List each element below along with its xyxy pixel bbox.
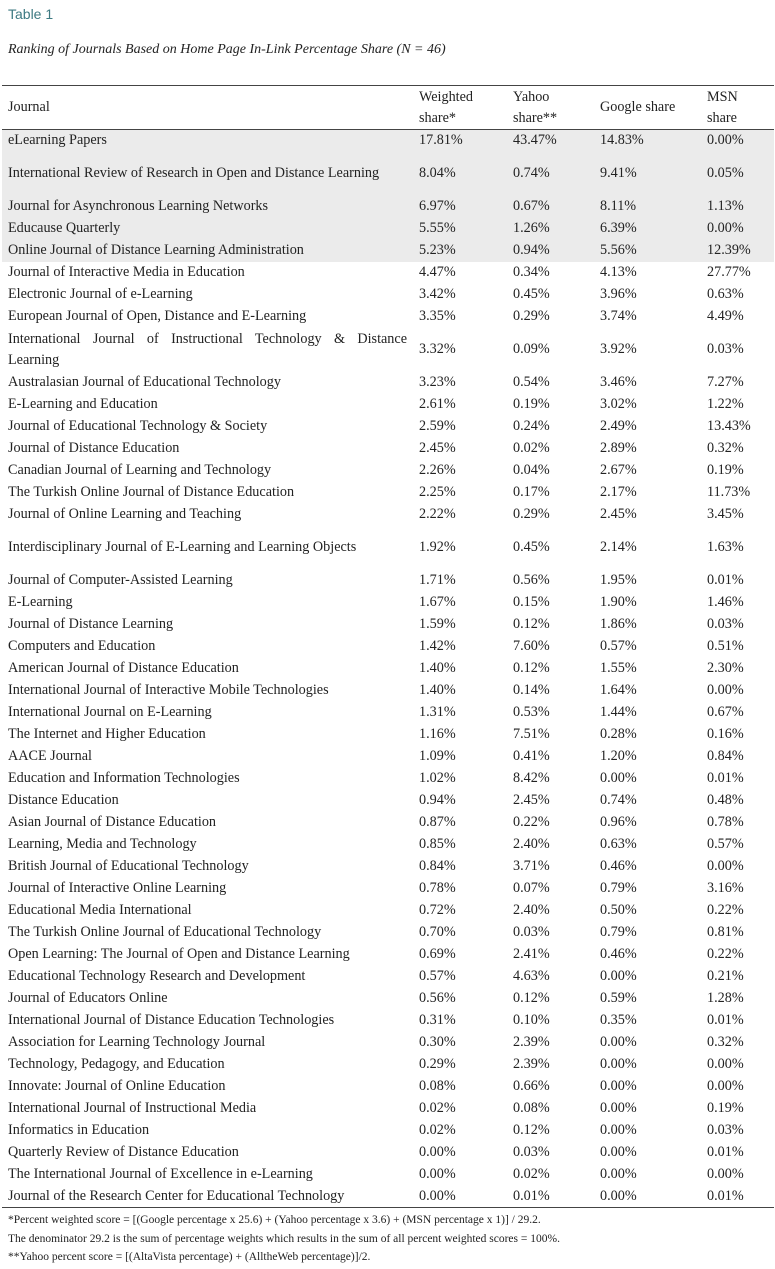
google-share-cell: 3.96% [600,286,637,302]
yahoo-share-cell: 0.67% [507,196,594,218]
google-share-cell: 0.63% [600,836,637,852]
weighted-share-cell: 0.69% [419,946,456,962]
note-yahoo: **Yahoo percent score = [(AltaVista percentage) + (AlltheWeb percentage)]/2. [8,1251,371,1263]
yahoo-share-cell: 0.10% [513,1012,550,1028]
journal-cell: Association for Learning Technology Journal [8,1034,266,1050]
weighted-share-cell: 0.78% [419,880,456,896]
yahoo-share-cell: 0.14% [513,682,550,698]
yahoo-share-cell: 0.03% [513,1144,550,1160]
msn-share-cell: 1.63% [707,539,744,555]
table-row [2,328,774,372]
msn-share-cell: 0.63% [707,286,744,302]
msn-share-cell: 11.73% [707,484,751,500]
table-row [2,702,774,724]
weighted-share-cell: 1.42% [419,638,456,654]
msn-share-cell: 0.21% [707,968,744,984]
google-share-cell: 1.55% [600,660,637,676]
journal-cell: Journal of Educational Technology & Society [8,418,268,434]
yahoo-share-cell: 2.45% [513,792,550,808]
msn-share-cell: 0.57% [707,836,744,852]
weighted-share-cell: 0.00% [413,1186,507,1208]
google-share-cell: 0.50% [600,902,637,918]
msn-share-cell: 4.49% [707,308,744,324]
google-share-cell: 0.46% [600,946,637,962]
journal-cell: Computers and Education [8,638,156,654]
msn-share-cell: 0.00% [707,1078,744,1094]
google-share-cell: 2.49% [600,418,637,434]
weighted-share-cell: 0.87% [419,814,456,830]
weighted-share-cell: 0.00% [419,1166,456,1182]
google-share-cell: 0.96% [600,814,637,830]
google-share-cell: 3.46% [600,374,637,390]
journal-cell: International Journal of Distance Education Technologies [8,1012,335,1028]
google-share-cell: 9.41% [594,152,701,196]
msn-share-cell: 0.00% [707,1166,744,1182]
table-row [2,284,774,306]
table-row [2,768,774,790]
table-body [2,130,774,1208]
journal-cell: Educational Technology Research and Development [8,968,306,984]
msn-share-cell: 0.19% [707,462,744,478]
table-row [2,944,774,966]
table-row [2,636,774,658]
msn-share-cell: 0.00% [707,858,744,874]
weighted-share-cell: 1.59% [419,616,456,632]
journal-cell: Distance Education [8,792,119,808]
table-row [2,196,774,218]
msn-share-cell: 0.22% [707,902,744,918]
google-share-cell: 0.46% [600,858,637,874]
yahoo-share-cell: 2.39% [513,1034,550,1050]
google-share-cell: 2.89% [600,440,637,456]
google-share-cell: 0.74% [600,792,637,808]
msn-share-cell: 1.22% [707,396,744,412]
table-row [2,1098,774,1120]
weighted-share-cell: 0.72% [419,902,456,918]
journal-cell: International Journal of Interactive Mobile Technologies [8,682,329,698]
msn-share-cell: 0.22% [707,946,744,962]
journal-cell: The Internet and Higher Education [8,726,206,742]
weighted-share-cell: 0.02% [419,1100,456,1116]
journal-cell: Asian Journal of Distance Education [8,814,217,830]
google-share-cell: 8.11% [594,196,701,218]
google-share-cell: 0.00% [600,770,637,786]
table-row [2,790,774,812]
weighted-share-cell: 0.84% [419,858,456,874]
msn-share-cell: 0.01% [707,572,744,588]
journal-cell: Educause Quarterly [2,218,413,240]
note-weighted: *Percent weighted score = [(Google percentage x 25.6) + (Yahoo percentage x 3.6) + (MSN percentage x 1)] / 29.2. [8,1214,541,1226]
table-label: Table 1 [8,6,54,22]
table-row [2,394,774,416]
journal-cell: AACE Journal [8,748,92,764]
google-share-cell: 1.86% [600,616,637,632]
yahoo-share-cell: 4.63% [513,968,550,984]
yahoo-share-cell: 0.02% [513,440,550,456]
weighted-share-cell: 1.02% [419,770,456,786]
yahoo-share-cell: 0.54% [513,374,550,390]
msn-share-cell: 0.51% [707,638,744,654]
table-row [2,130,774,152]
weighted-share-cell: 5.23% [413,240,507,262]
yahoo-share-cell: 0.29% [513,308,550,324]
weighted-share-cell: 17.81% [413,130,507,152]
yahoo-share-cell: 0.15% [513,594,550,610]
google-share-cell: 0.00% [600,1166,637,1182]
google-share-cell: 1.90% [600,594,637,610]
journal-cell: Innovate: Journal of Online Education [8,1078,226,1094]
weighted-share-cell: 0.56% [419,990,456,1006]
table-row [2,438,774,460]
yahoo-share-cell: 0.02% [513,1166,550,1182]
journal-cell: Informatics in Education [8,1122,150,1138]
msn-share-cell: 0.01% [707,770,744,786]
table-row [2,922,774,944]
journal-cell: The Turkish Online Journal of Educational Technology [8,924,322,940]
google-share-cell: 0.00% [600,1056,637,1072]
yahoo-share-cell: 0.56% [513,572,550,588]
msn-share-cell: 0.01% [701,1186,774,1208]
yahoo-share-cell: 2.40% [513,902,550,918]
table-row [2,878,774,900]
google-share-cell: 2.67% [600,462,637,478]
weighted-share-cell: 2.26% [419,462,456,478]
table-row [2,460,774,482]
table-row [2,372,774,394]
weighted-share-cell: 3.32% [419,341,456,357]
google-share-cell: 0.79% [600,880,637,896]
weighted-share-cell: 1.92% [419,539,456,555]
note-denominator: The denominator 29.2 is the sum of percentage weights which results in the sum of all percent weighted scores = 100%. [8,1232,560,1245]
google-share-cell: 0.00% [600,1078,637,1094]
google-share-cell: 5.56% [594,240,701,262]
yahoo-share-cell: 1.26% [507,218,594,240]
journal-cell: International Journal of Instructional Media [8,1100,257,1116]
header-google-share: Google share [594,86,701,130]
journal-cell: Canadian Journal of Learning and Technology [8,462,272,478]
journal-cell: Journal of Interactive Media in Education [8,264,245,280]
msn-share-cell: 1.46% [707,594,744,610]
yahoo-share-cell: 0.94% [507,240,594,262]
weighted-share-cell: 5.55% [413,218,507,240]
table-row [2,812,774,834]
journal-cell: International Journal of Instructional Technology & Distance Learning [8,330,407,368]
msn-share-cell: 0.00% [701,130,774,152]
weighted-share-cell: 1.40% [419,660,456,676]
journal-ranking-table [2,85,774,1208]
weighted-share-cell: 0.00% [419,1144,456,1160]
google-share-cell: 1.95% [600,572,637,588]
yahoo-share-cell: 0.12% [513,660,550,676]
google-share-cell: 1.44% [600,704,637,720]
weighted-share-cell: 2.61% [419,396,456,412]
msn-share-cell: 27.77% [707,264,751,280]
table-row [2,856,774,878]
yahoo-share-cell: 0.08% [513,1100,550,1116]
google-share-cell: 0.59% [600,990,637,1006]
table-row [2,240,774,262]
weighted-share-cell: 3.23% [419,374,456,390]
journal-cell: Journal of Educators Online [8,990,168,1006]
yahoo-share-cell: 0.01% [507,1186,594,1208]
google-share-cell: 2.17% [600,484,637,500]
yahoo-share-cell: 0.09% [513,341,550,357]
table-row [2,152,774,196]
table-row [2,1186,774,1208]
journal-cell: International Journal on E-Learning [8,704,212,720]
yahoo-share-cell: 0.45% [513,539,550,555]
yahoo-share-cell: 2.41% [513,946,550,962]
table-row [2,306,774,328]
msn-share-cell: 7.27% [707,374,744,390]
msn-share-cell: 0.03% [707,341,744,357]
yahoo-share-cell: 8.42% [513,770,550,786]
google-share-cell: 3.92% [600,341,637,357]
yahoo-share-cell: 0.41% [513,748,550,764]
journal-cell: International Review of Research in Open and Distance Learning [2,152,413,196]
header-yahoo-share: Yahoo share** [507,86,594,130]
journal-cell: Journal of Distance Learning [8,616,174,632]
journal-cell: Journal of Computer-Assisted Learning [8,572,233,588]
weighted-share-cell: 6.97% [413,196,507,218]
journal-cell: Educational Media International [8,902,192,918]
msn-share-cell: 0.01% [707,1144,744,1160]
yahoo-share-cell: 0.34% [513,264,550,280]
weighted-share-cell: 0.29% [419,1056,456,1072]
weighted-share-cell: 0.70% [419,924,456,940]
msn-share-cell: 13.43% [707,418,751,434]
yahoo-share-cell: 0.74% [507,152,594,196]
journal-cell: Australasian Journal of Educational Technology [8,374,281,390]
journal-cell: American Journal of Distance Education [8,660,239,676]
journal-cell: Learning, Media and Technology [8,836,197,852]
journal-cell: Online Journal of Distance Learning Administration [2,240,413,262]
google-share-cell: 3.74% [600,308,637,324]
google-share-cell: 0.79% [600,924,637,940]
msn-share-cell: 0.19% [707,1100,744,1116]
journal-cell: Journal for Asynchronous Learning Networks [2,196,413,218]
msn-share-cell: 2.30% [707,660,744,676]
yahoo-share-cell: 2.39% [513,1056,550,1072]
yahoo-share-cell: 7.51% [513,726,550,742]
table-row [2,1120,774,1142]
weighted-share-cell: 0.30% [419,1034,456,1050]
weighted-share-cell: 1.09% [419,748,456,764]
google-share-cell: 0.00% [600,1144,637,1160]
weighted-share-cell: 0.08% [419,1078,456,1094]
msn-share-cell: 0.01% [707,1012,744,1028]
msn-share-cell: 0.84% [707,748,744,764]
yahoo-share-cell: 7.60% [513,638,550,654]
yahoo-share-cell: 0.12% [513,990,550,1006]
table-row [2,1076,774,1098]
table-row [2,1010,774,1032]
google-share-cell: 1.20% [600,748,637,764]
table-row [2,724,774,746]
yahoo-share-cell: 0.04% [513,462,550,478]
weighted-share-cell: 2.59% [419,418,456,434]
journal-cell: Interdisciplinary Journal of E-Learning and Learning Objects [8,539,357,555]
yahoo-share-cell: 43.47% [507,130,594,152]
table-row [2,218,774,240]
yahoo-share-cell: 0.66% [513,1078,550,1094]
google-share-cell: 2.45% [600,506,637,522]
journal-cell: Electronic Journal of e-Learning [8,286,193,302]
yahoo-share-cell: 0.24% [513,418,550,434]
journal-cell: Journal of Distance Education [8,440,180,456]
yahoo-share-cell: 2.40% [513,836,550,852]
weighted-share-cell: 2.45% [419,440,456,456]
weighted-share-cell: 0.02% [419,1122,456,1138]
weighted-share-cell: 2.22% [419,506,456,522]
msn-share-cell: 0.48% [707,792,744,808]
journal-cell: The Turkish Online Journal of Distance Education [8,484,295,500]
google-share-cell: 2.14% [600,539,637,555]
google-share-cell: 0.00% [600,1034,637,1050]
table-row [2,416,774,438]
msn-share-cell: 0.00% [701,218,774,240]
table-row [2,1164,774,1186]
table-row [2,900,774,922]
journal-cell: Open Learning: The Journal of Open and Distance Learning [8,946,350,962]
header-weighted-share: Weighted share* [413,86,507,130]
table-row [2,966,774,988]
weighted-share-cell: 1.16% [419,726,456,742]
table-row [2,1054,774,1076]
yahoo-share-cell: 0.45% [513,286,550,302]
header-journal: Journal [2,86,413,130]
google-share-cell: 4.13% [600,264,637,280]
yahoo-share-cell: 0.03% [513,924,550,940]
google-share-cell: 0.35% [600,1012,637,1028]
table-caption: Ranking of Journals Based on Home Page In-Link Percentage Share (N = 46) [8,42,446,57]
table-row [2,614,774,636]
table-row [2,834,774,856]
weighted-share-cell: 0.31% [419,1012,456,1028]
msn-share-cell: 1.28% [707,990,744,1006]
msn-share-cell: 0.32% [707,440,744,456]
journal-cell: Journal of Interactive Online Learning [8,880,227,896]
msn-share-cell: 0.81% [707,924,744,940]
table-header [2,86,774,130]
table-row [2,570,774,592]
weighted-share-cell: 8.04% [413,152,507,196]
table-row [2,526,774,570]
msn-share-cell: 0.78% [707,814,744,830]
weighted-share-cell: 0.94% [419,792,456,808]
msn-share-cell: 0.03% [707,616,744,632]
weighted-share-cell: 3.35% [419,308,456,324]
google-share-cell: 0.00% [600,1100,637,1116]
weighted-share-cell: 1.71% [419,572,456,588]
weighted-share-cell: 1.31% [419,704,456,720]
weighted-share-cell: 0.57% [419,968,456,984]
google-share-cell: 0.00% [594,1186,701,1208]
weighted-share-cell: 2.25% [419,484,456,500]
msn-share-cell: 0.05% [701,152,774,196]
header-msn-share: MSN share [701,86,774,130]
table-row [2,658,774,680]
weighted-share-cell: 1.40% [419,682,456,698]
table-row [2,1032,774,1054]
journal-cell: Education and Information Technologies [8,770,240,786]
msn-share-cell: 12.39% [701,240,774,262]
table-row [2,482,774,504]
yahoo-share-cell: 0.17% [513,484,550,500]
google-share-cell: 0.00% [600,1122,637,1138]
google-share-cell: 0.00% [600,968,637,984]
weighted-share-cell: 3.42% [419,286,456,302]
yahoo-share-cell: 0.29% [513,506,550,522]
yahoo-share-cell: 0.22% [513,814,550,830]
journal-cell: E-Learning [8,594,73,610]
google-share-cell: 6.39% [594,218,701,240]
yahoo-share-cell: 3.71% [513,858,550,874]
google-share-cell: 3.02% [600,396,637,412]
google-share-cell: 0.28% [600,726,637,742]
journal-cell: British Journal of Educational Technology [8,858,249,874]
journal-cell: eLearning Papers [2,130,413,152]
journal-cell: E-Learning and Education [8,396,158,412]
table-row [2,1142,774,1164]
table-row [2,680,774,702]
msn-share-cell: 3.16% [707,880,744,896]
msn-share-cell: 0.00% [707,682,744,698]
weighted-share-cell: 4.47% [419,264,456,280]
journal-cell: Quarterly Review of Distance Education [8,1144,239,1160]
table-row [2,988,774,1010]
table-row [2,262,774,284]
msn-share-cell: 1.13% [701,196,774,218]
msn-share-cell: 0.32% [707,1034,744,1050]
header-row [2,86,774,130]
yahoo-share-cell: 0.19% [513,396,550,412]
journal-cell: Journal of Online Learning and Teaching [8,506,242,522]
table-row [2,592,774,614]
table-row [2,746,774,768]
google-share-cell: 1.64% [600,682,637,698]
journal-cell: Technology, Pedagogy, and Education [8,1056,225,1072]
table-row [2,504,774,526]
msn-share-cell: 0.00% [707,1056,744,1072]
yahoo-share-cell: 0.12% [513,616,550,632]
journal-cell: The International Journal of Excellence in e-Learning [8,1166,313,1182]
weighted-share-cell: 0.85% [419,836,456,852]
yahoo-share-cell: 0.07% [513,880,550,896]
table-notes [8,1211,560,1267]
weighted-share-cell: 1.67% [419,594,456,610]
google-share-cell: 0.57% [600,638,637,654]
msn-share-cell: 0.03% [707,1122,744,1138]
yahoo-share-cell: 0.53% [513,704,550,720]
msn-share-cell: 3.45% [707,506,744,522]
journal-cell: Journal of the Research Center for Educational Technology [2,1186,413,1208]
msn-share-cell: 0.67% [707,704,744,720]
msn-share-cell: 0.16% [707,726,744,742]
journal-cell: European Journal of Open, Distance and E-Learning [8,308,307,324]
yahoo-share-cell: 0.12% [513,1122,550,1138]
google-share-cell: 14.83% [594,130,701,152]
